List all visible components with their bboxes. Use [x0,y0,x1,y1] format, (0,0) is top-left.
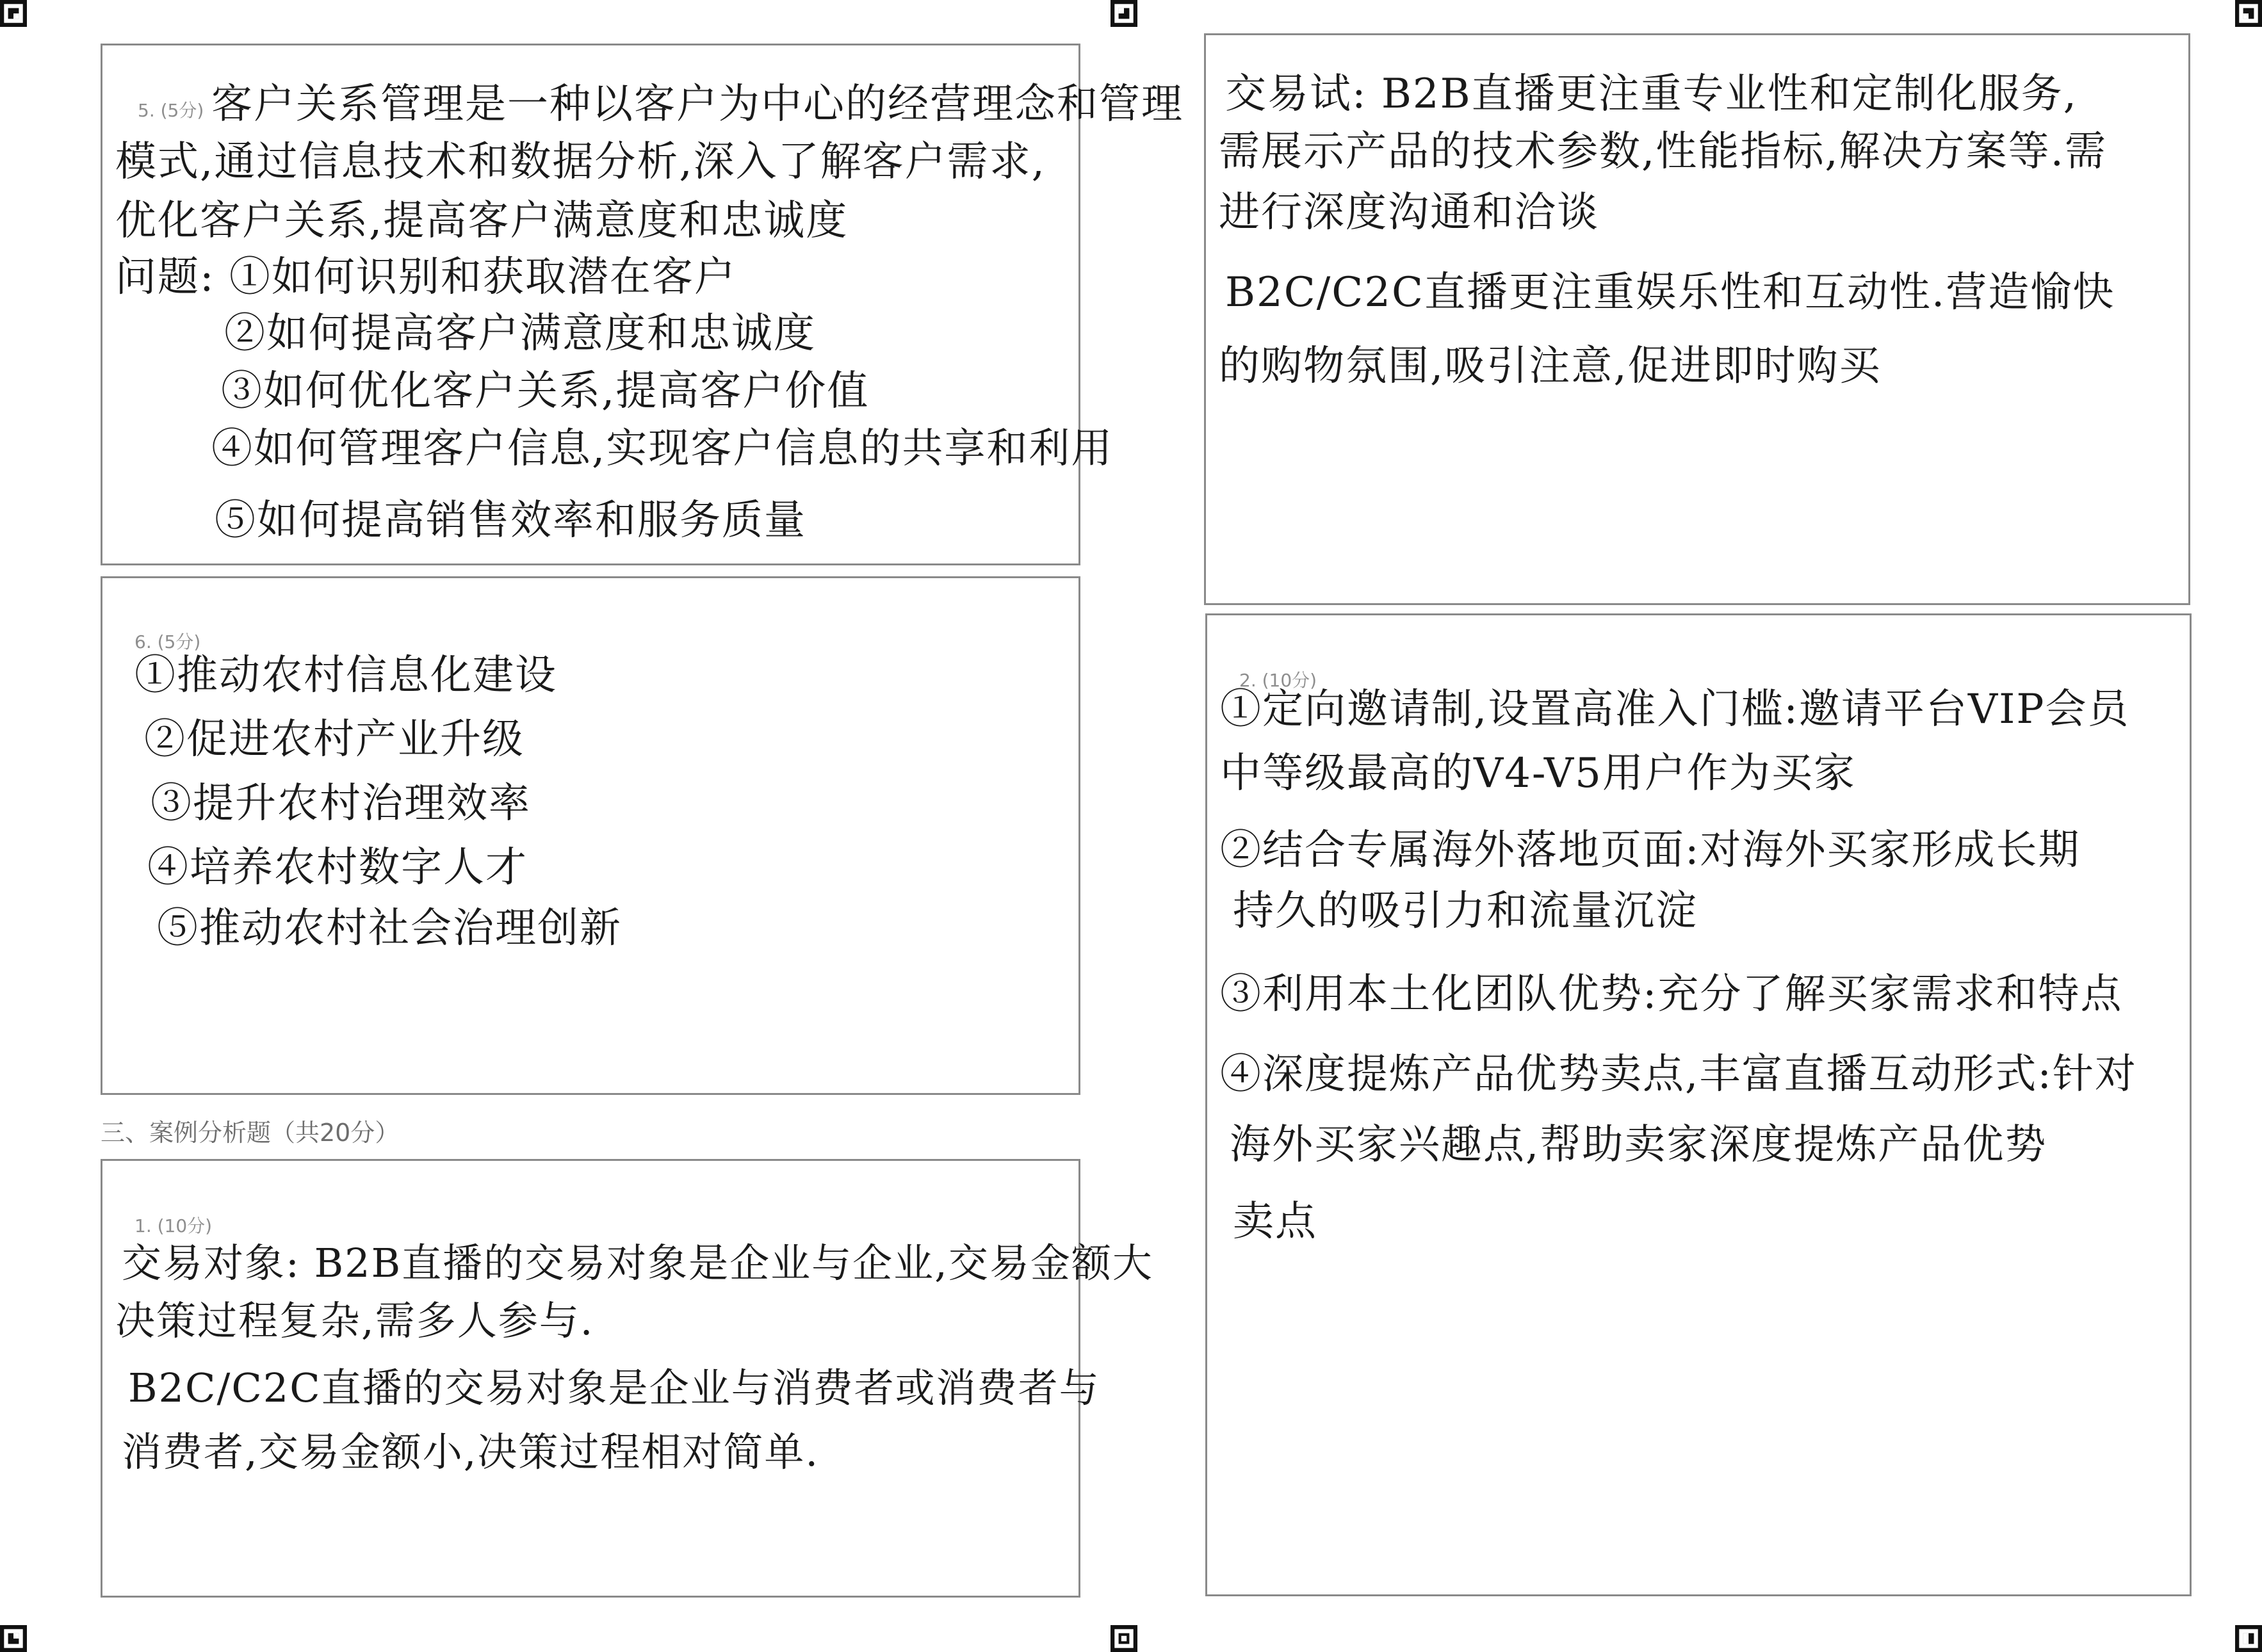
answer-box-q6 [101,576,1080,1095]
answer-box-case-2 [1205,613,2192,1596]
handwritten-line: ①定向邀请制,设置高准入门槛:邀请平台VIP会员 [1220,686,2130,733]
handwritten-line: 中等级最高的V4-V5用户作为买家 [1220,750,1856,797]
section-title: 三、案例分析题（共20分） [101,1119,400,1147]
handwritten-line: 卖点 [1233,1198,1317,1245]
handwritten-line: 持久的吸引力和流量沉淀 [1233,887,1698,935]
handwritten-line: ③提升农村治理效率 [151,780,531,827]
handwritten-line: B2C/C2C直播的交易对象是企业与消费者或消费者与 [128,1365,1100,1411]
registration-marker-top-right [2235,0,2262,27]
answer-box-q5 [101,44,1184,565]
registration-marker-top-left [0,0,27,27]
handwritten-line: 交易试: B2B直播更注重专业性和定制化服务, [1225,70,2078,118]
handwritten-line: 的购物氛围,吸引注意,促进即时购买 [1219,343,1882,390]
question-label: 5. (5分) [138,100,204,121]
handwritten-line: 模式,通过信息技术和数据分析,深入了解客户需求, [115,138,1046,186]
question-label: 6. (5分) [134,631,201,652]
handwritten-line: 进行深度沟通和洽谈 [1219,189,1599,236]
registration-marker-top-center [1111,0,1137,27]
handwritten-line: B2C/C2C直播更注重娱乐性和互动性.营造愉快 [1225,269,2115,316]
handwritten-line: ⑤推动农村社会治理创新 [157,905,622,952]
handwritten-line: 问题: ①如何识别和获取潜在客户 [115,254,736,301]
registration-marker-bottom-right [2235,1625,2262,1652]
question-label: 2. (10分) [1239,670,1317,691]
answer-box-case-1 [101,1159,1153,1598]
handwritten-line: 消费者,交易金额小,决策过程相对简单. [122,1429,820,1475]
handwritten-line: 需展示产品的技术参数,性能指标,解决方案等.需 [1219,128,2108,175]
handwritten-line: ⑤如何提高销售效率和服务质量 [215,497,806,544]
handwritten-line: 优化客户关系,提高客户满意度和忠诚度 [115,197,849,245]
handwritten-line: 交易对象: B2B直播的交易对象是企业与企业,交易金额大 [122,1240,1153,1286]
registration-marker-bottom-left [0,1625,27,1652]
handwritten-line: ②促进农村产业升级 [144,716,525,763]
handwritten-line: ③如何优化客户关系,提高客户价值 [221,368,870,415]
handwritten-line: ④深度提炼产品优势卖点,丰富直播互动形式:针对 [1220,1051,2137,1098]
handwritten-line: ②结合专属海外落地页面:对海外买家形成长期 [1220,827,2081,874]
answer-box-case-1-continued [1204,33,2190,605]
handwritten-line: 决策过程复杂,需多人参与. [115,1297,594,1344]
handwritten-line: ②如何提高客户满意度和忠诚度 [224,310,816,357]
handwritten-line: ④培养农村数字人才 [147,844,528,891]
handwritten-line: ①推动农村信息化建设 [134,652,557,699]
registration-marker-bottom-center [1111,1625,1137,1652]
handwritten-line: ③利用本土化团队优势:充分了解买家需求和特点 [1220,971,2123,1018]
handwritten-line: 客户关系管理是一种以客户为中心的经营理念和管理 [211,81,1184,128]
question-label: 1. (10分) [134,1215,213,1236]
handwritten-line: ④如何管理客户信息,实现客户信息的共享和利用 [211,425,1114,473]
handwritten-line: 海外买家兴趣点,帮助卖家深度提炼产品优势 [1230,1121,2047,1169]
